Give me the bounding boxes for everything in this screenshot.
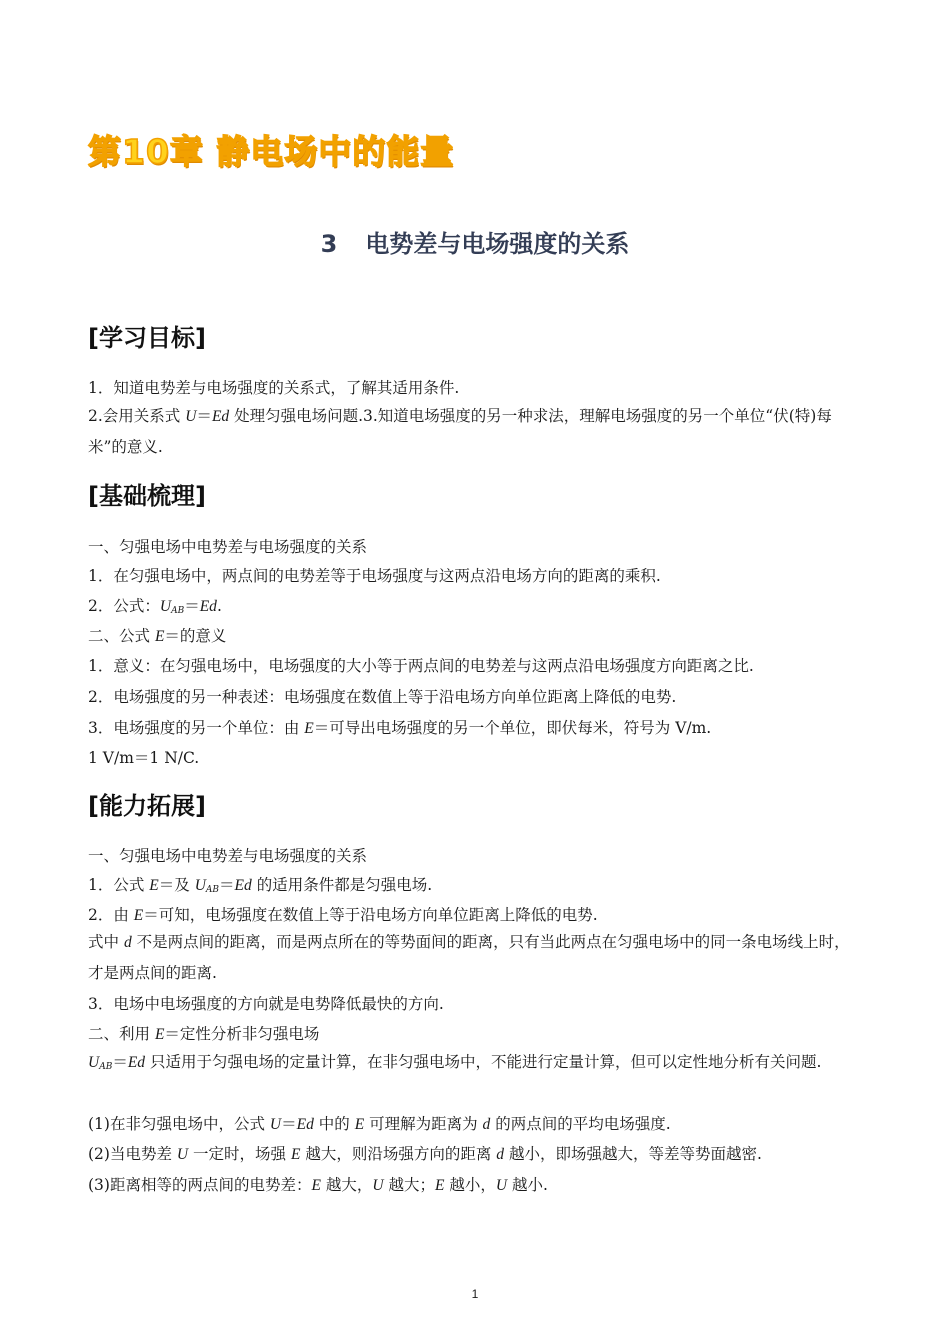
basics-heading: [基础梳理] — [88, 482, 206, 510]
basics-line-4: 二、公式 E＝的意义 — [88, 627, 227, 645]
extension-line-9: (2)当电势差 U 一定时，场强 E 越大，则沿场强方向的距离 d 越小，即场强越大，等差等势面越密. — [88, 1145, 762, 1163]
extension-line-2: 1．公式 E＝及 $U_{AB}=Ed$ 的适用条件都是匀强电场. — [88, 876, 433, 895]
extension-line-1: 一、匀强电场中电势差与电场强度的关系 — [88, 847, 368, 865]
extension-line-6: 二、利用 E＝定性分析非匀强电场 — [88, 1025, 320, 1043]
extension-heading: [能力拓展] — [88, 792, 206, 820]
basics-line-6: 2．电场强度的另一种表述：电场强度在数值上等于沿电场方向单位距离上降低的电势. — [88, 688, 677, 706]
lesson-number: 3 — [320, 230, 338, 258]
extension-line-8: (1)在非匀强电场中，公式 U＝Ed 中的 E 可理解为距离为 d 的两点间的平均电场强度. — [88, 1115, 671, 1133]
goal-2: 2.会用关系式 U＝Ed 处理匀强电场问题.3.知道电场强度的另一种求法，理解电场强度的另一个单位“伏(特)每米”的意义. — [88, 407, 832, 456]
lesson-title — [0, 224, 950, 259]
extension-line-7: $U_{AB}=Ed$ 只适用于匀强电场的定量计算，在非匀强电场中，不能进行定量计算，但可以定性地分析有关问题. — [88, 1053, 822, 1072]
goal-1: 1．知道电势差与电场强度的关系式，了解其适用条件. — [88, 379, 460, 397]
lesson-title-text: 电势差与电场强度的关系 — [365, 230, 630, 258]
basics-line-1: 一、匀强电场中电势差与电场强度的关系 — [88, 538, 368, 556]
basics-line-7: 3．电场强度的另一个单位：由 E＝可导出电场强度的另一个单位，即伏每米，符号为 V/m. — [88, 719, 712, 737]
extension-line-4: 式中 d 不是两点间的距离，而是两点所在的等势面间的距离，只有当此两点在匀强电场中的同一条电场线上时，才是两点间的距离. — [88, 933, 850, 982]
basics-line-5: 1．意义：在匀强电场中，电场强度的大小等于两点间的电势差与这两点沿电场强度方向距离之比. — [88, 657, 754, 675]
extension-line-10: (3)距离相等的两点间的电势差：E 越大，U 越大；E 越小，U 越小. — [88, 1176, 548, 1194]
basics-line-2: 1．在匀强电场中，两点间的电势差等于电场强度与这两点沿电场方向的距离的乘积. — [88, 567, 661, 585]
goals-heading: [学习目标] — [88, 324, 206, 352]
basics-line-3: 2．公式：$U_{AB}=Ed$. — [88, 597, 222, 616]
basics-line-8: 1 V/m＝1 N/C. — [88, 749, 200, 767]
extension-line-3: 2．由 E＝可知，电场强度在数值上等于沿电场方向单位距离上降低的电势. — [88, 906, 598, 924]
chapter-title: 第10章 静电场中的能量 — [88, 132, 455, 171]
extension-line-5: 3．电场中电场强度的方向就是电势降低最快的方向. — [88, 995, 444, 1013]
page-number: 1 — [471, 1287, 479, 1301]
